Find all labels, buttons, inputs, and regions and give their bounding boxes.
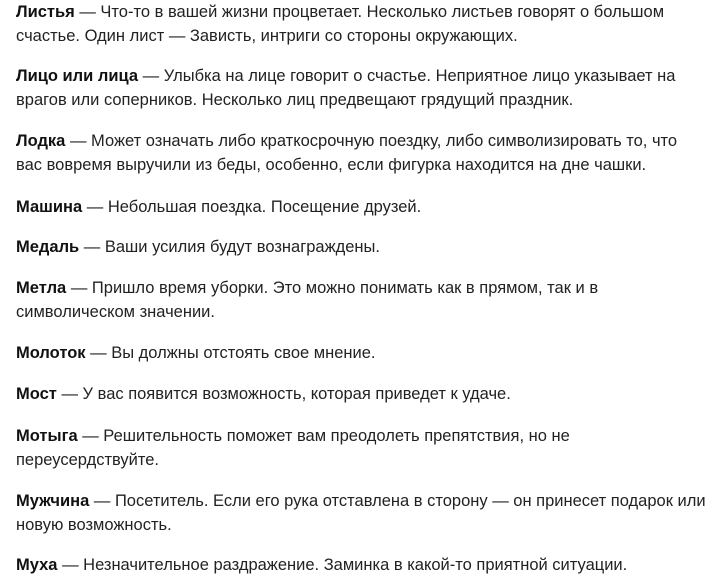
entry-text: — Решительность поможет вам преодолеть препятствия, но не переусердствуйте. (16, 427, 570, 469)
entry-term: Мост (16, 385, 57, 403)
entry-text: — Может означать либо краткосрочную поездку, либо символизировать то, что вас вовремя выручили из беды, особенно, если фигурка находится на дне чашки. (16, 132, 678, 174)
entry-term: Метла (16, 279, 67, 297)
entry-term: Муха (16, 556, 58, 574)
entry-text: — Вы должны отстоять свое мнение. (85, 344, 376, 362)
entry-term: Лодка (16, 132, 66, 150)
entry-metla (16, 276, 706, 324)
entry-text: — Небольшая поездка. Посещение друзей. (82, 198, 422, 216)
entry-term: Мужчина (16, 492, 90, 510)
entry-term: Мотыга (16, 427, 78, 445)
entry-term: Медаль (16, 238, 80, 256)
entry-muzhchina (16, 489, 706, 537)
entry-text: — Ваши усилия будут вознаграждены. (79, 238, 380, 256)
entry-text: — У вас появится возможность, которая приведет к удаче. (56, 385, 511, 403)
entry-mashina (16, 195, 706, 219)
entry-motyga (16, 424, 706, 472)
entry-term: Молоток (16, 344, 86, 362)
entry-listya (16, 0, 706, 48)
entry-term: Лицо или лица (16, 67, 139, 85)
entry-most (16, 382, 706, 406)
entry-text: — Что-то в вашей жизни процветает. Несколько листьев говорят о большом счастье. Один лист — Зависть, интриги со стороны окружающих. (16, 3, 665, 45)
entry-mukha (16, 553, 706, 577)
entry-term: Машина (16, 198, 83, 216)
entry-litso (16, 64, 706, 112)
entry-text: — Посетитель. Если его рука отставлена в сторону — он принесет подарок или новую возможность. (16, 492, 706, 534)
entry-molotok (16, 341, 706, 365)
entry-text: — Пришло время уборки. Это можно понимать как в прямом, так и в символическом значении. (16, 279, 599, 321)
entry-text: — Улыбка на лице говорит о счастье. Неприятное лицо указывает на врагов или соперников. Несколько лиц предвещают грядущий праздник. (16, 67, 676, 109)
entry-text: — Незначительное раздражение. Заминка в какой-то приятной ситуации. (57, 556, 628, 574)
entry-term: Листья (16, 3, 75, 21)
entry-lodka (16, 129, 706, 177)
entry-medal (16, 235, 706, 259)
